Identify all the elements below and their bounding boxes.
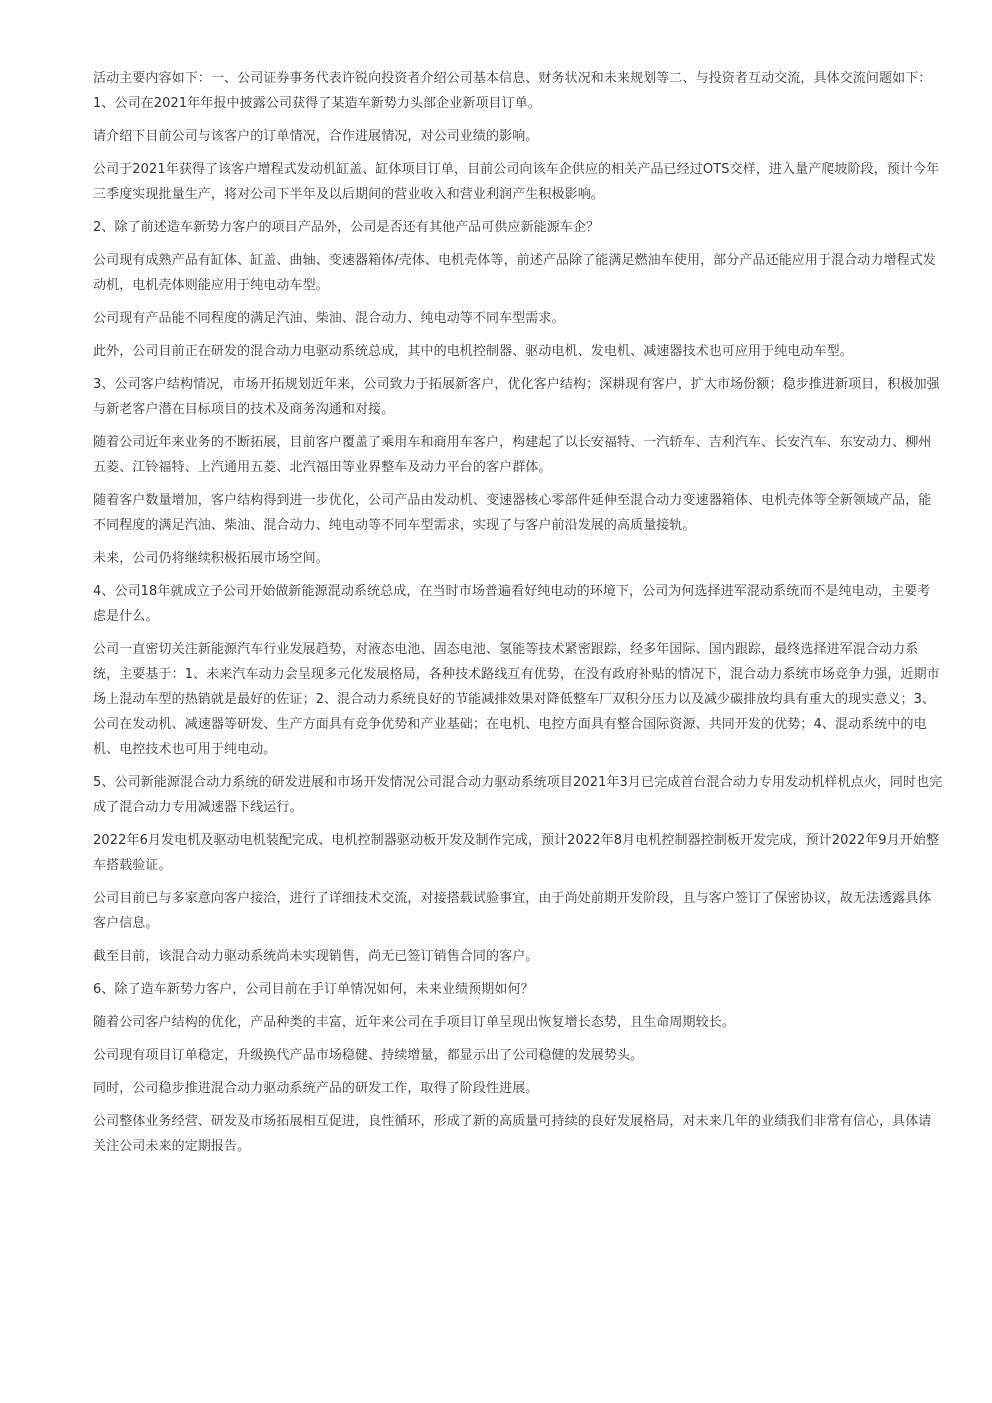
paragraph-question-6: 6、除了造车新势力客户，公司目前在手订单情况如何，未来业绩预期如何？ — [93, 982, 534, 997]
paragraph-answer-2a: 公司现有成熟产品有缸体、缸盖、曲轴、变速器箱体/壳体、电机壳体等，前述产品除了能满足燃油车使用，部分产品还能应用于混合动力增程式发动机，电机壳体则能应用于纯电动车型。 — [93, 253, 936, 293]
paragraph-question-1-detail: 请介绍下目前公司与该客户的订单情况，合作进展情况，对公司业绩的影响。 — [93, 129, 539, 144]
paragraph-answer-3a: 随着公司近年来业务的不断拓展，目前客户覆盖了乘用车和商用车客户，构建起了以长安福特、一汽轿车、吉利汽车、长安汽车、东安动力、柳州五菱、江铃福特、上汽通用五菱、北汽福田等业界整车及动力平台的客户群体。 — [93, 435, 932, 475]
paragraph-answer-5b: 公司目前已与多家意向客户接洽，进行了详细技术交流，对接搭载试验事宜，由于尚处前期开发阶段，且与客户签订了保密协议，故无法透露具体客户信息。 — [93, 891, 932, 931]
paragraph-answer-6d: 公司整体业务经营、研发及市场拓展相互促进，良性循环，形成了新的高质量可持续的良好发展格局，对未来几年的业绩我们非常有信心，具体请关注公司未来的定期报告。 — [93, 1114, 932, 1154]
paragraph-answer-2b: 公司现有产品能不同程度的满足汽油、柴油、混合动力、纯电动等不同车型需求。 — [93, 311, 565, 326]
paragraph-intro: 活动主要内容如下：一、公司证券事务代表许锐向投资者介绍公司基本信息、财务状况和未来规划等二、与投资者互动交流，具体交流问题如下：1、公司在2021年年报中披露公司获得了某造车新势力头部企业新项目订单。 — [93, 71, 932, 111]
paragraph-answer-6c: 同时，公司稳步推进混合动力驱动系统产品的研发工作，取得了阶段性进展。 — [93, 1081, 539, 1096]
paragraph-answer-1: 公司于2021年获得了该客户增程式发动机缸盖、缸体项目订单，目前公司向该车企供应的相关产品已经过OTS交样，进入量产爬坡阶段，预计今年三季度实现批量生产，将对公司下半年及以后期间的营业收入和营业利润产生积极影响。 — [93, 162, 940, 202]
paragraph-answer-6b: 公司现有项目订单稳定，升级换代产品市场稳健、持续增量，都显示出了公司稳健的发展势头。 — [93, 1048, 644, 1063]
paragraph-answer-2c: 此外，公司目前正在研发的混合动力电驱动系统总成，其中的电机控制器、驱动电机、发电机、减速器技术也可应用于纯电动车型。 — [93, 344, 853, 359]
paragraph-question-3: 3、公司客户结构情况，市场开拓规划近年来，公司致力于拓展新客户，优化客户结构；深耕现有客户，扩大市场份额；稳步推进新项目，积极加强与新老客户潜在目标项目的技术及商务沟通和对接。 — [93, 377, 940, 417]
paragraph-question-4: 4、公司18年就成立子公司开始做新能源混动系统总成，在当时市场普遍看好纯电动的环境下，公司为何选择进军混动系统而不是纯电动，主要考虑是什么。 — [93, 584, 931, 624]
paragraph-question-5: 5、公司新能源混合动力系统的研发进展和市场开发情况公司混合动力驱动系统项目2021年3月已完成首台混合动力专用发动机样机点火，同时也完成了混合动力专用减速器下线运行。 — [93, 775, 943, 815]
paragraph-question-2: 2、除了前述造车新势力客户的项目产品外，公司是否还有其他产品可供应新能源车企？ — [93, 220, 600, 235]
paragraph-answer-6a: 随着公司客户结构的优化，产品种类的丰富，近年来公司在手项目订单呈现出恢复增长态势，且生命周期较长。 — [93, 1015, 735, 1030]
paragraph-answer-3c: 未来，公司仍将继续积极拓展市场空间。 — [93, 551, 329, 566]
document-body — [93, 66, 943, 1167]
paragraph-answer-5a: 2022年6月发电机及驱动电机装配完成、电机控制器驱动板开发及制作完成，预计2022年8月电机控制器控制板开发完成，预计2022年9月开始整车搭载验证。 — [93, 833, 940, 873]
paragraph-answer-4: 公司一直密切关注新能源汽车行业发展趋势，对液态电池、固态电池、氢能等技术紧密跟踪，经多年国际、国内跟踪，最终选择进军混合动力系统，主要基于：1、未来汽车动力会呈现多元化发展格局，各种技术路线互有优势，在没有政府补贴的情况下，混合动力系统市场竞争力强，近期市场上混动车型的热销就是最好的佐证；2、混合动力系统良好的节能减排效果对降低整车厂双积分压力以及减少碳排放均具有重大的现实意义；3、公司在发动机、减速器等研发、生产方面具有竞争优势和产业基础；在电机、电控方面具有整合国际资源、共同开发的优势；4、混动系统中的电机、电控技术也可用于纯电动。 — [93, 642, 940, 757]
paragraph-answer-5c: 截至目前，该混合动力驱动系统尚未实现销售，尚无已签订销售合同的客户。 — [93, 949, 539, 964]
paragraph-answer-3b: 随着客户数量增加，客户结构得到进一步优化，公司产品由发动机、变速器核心零部件延伸至混合动力变速器箱体、电机壳体等全新领域产品，能不同程度的满足汽油、柴油、混合动力、纯电动等不同车型需求，实现了与客户前沿发展的高质量接轨。 — [93, 493, 932, 533]
